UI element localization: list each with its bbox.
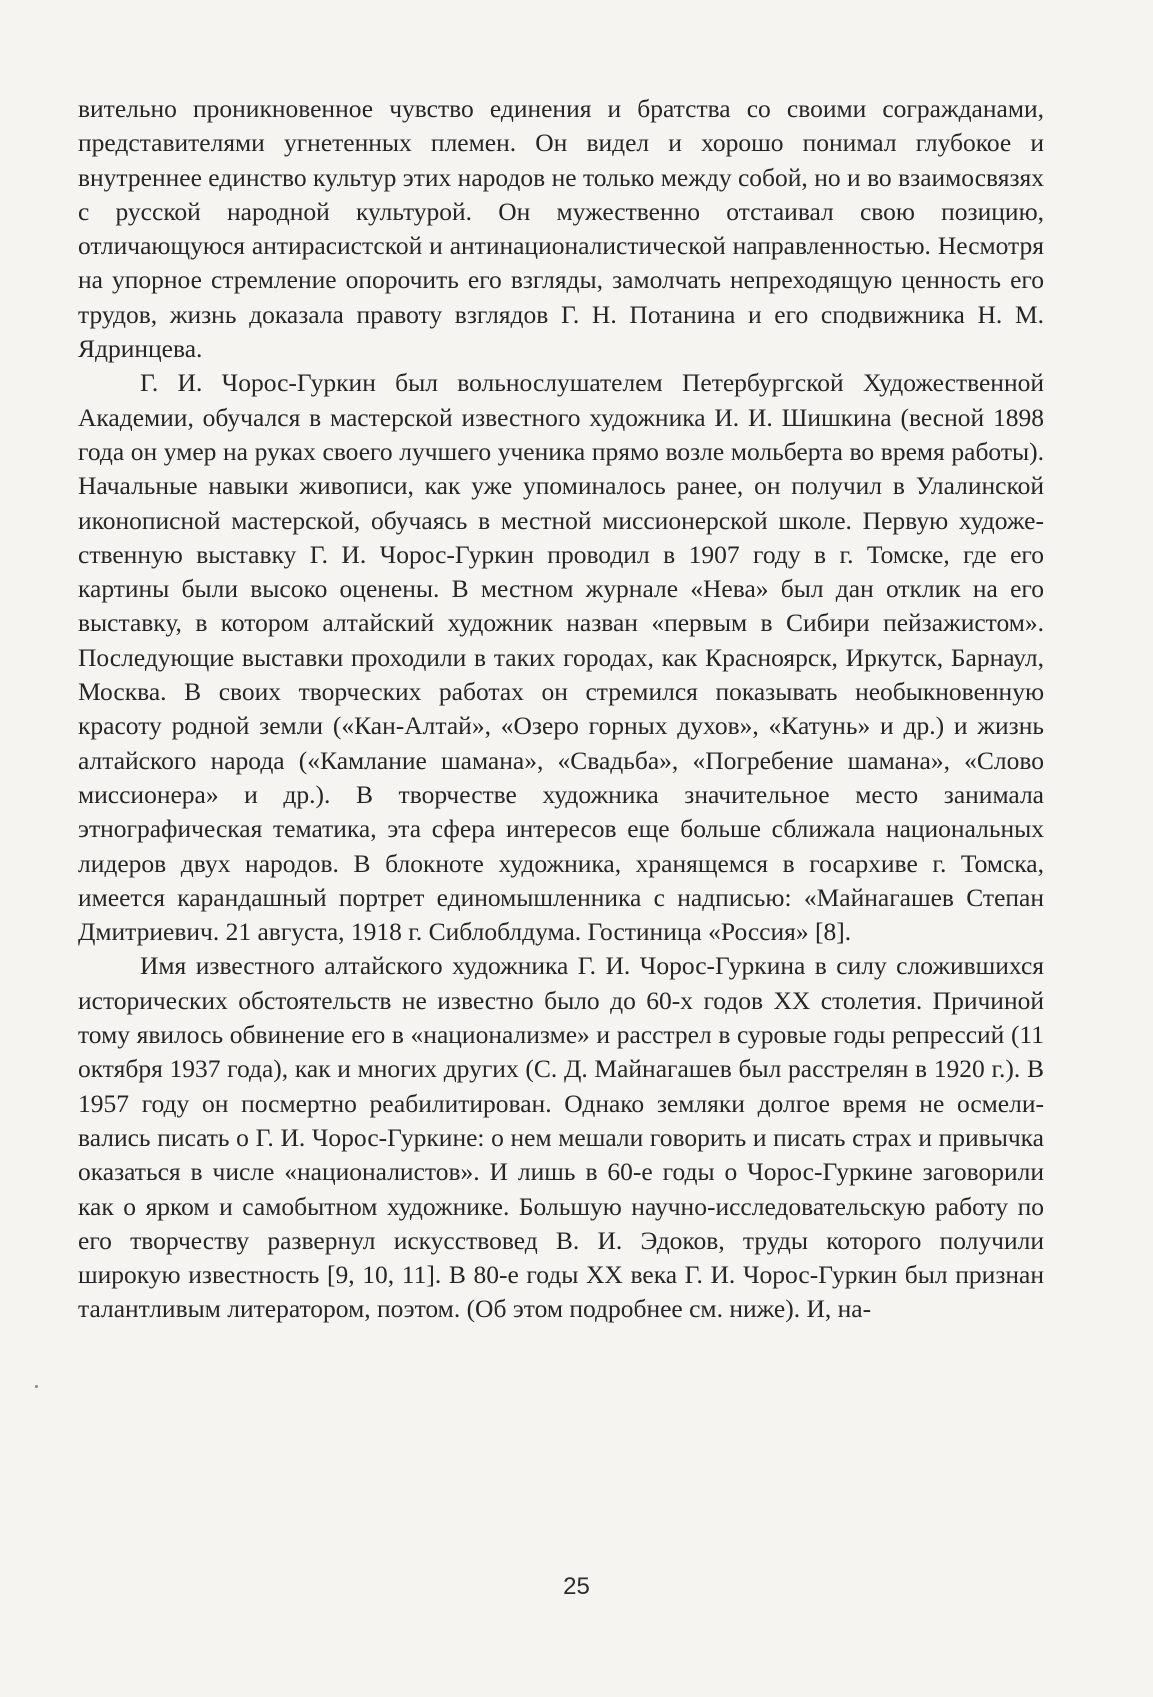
body-text — [78, 92, 1044, 1327]
scan-speck — [35, 1385, 38, 1388]
page-number: 25 — [563, 1573, 590, 1600]
paragraph-2: Г. И. Чорос-Гуркин был вольнослушателем Петербургской Художественной Академии, обучался в мастерской известного художника И. И. Шишкина (весной 1898 года он умер на руках своего лучшего ученика прямо возле мольберта во время работы). Начальные навыки живописи, как уже упоминалось ранее, он получил в Улалинской иконописной мастерской, обучаясь в местной миссионерской школе. Первую художественную выставку Г. И. Чорос-Гуркин проводил в 1907 году в г. Томске, где его картины были высоко оценены. В местном журнале «Нева» был дан отклик на его выставку, в котором алтайский художник назван «первым в Сибири пейзажистом». Последующие выставки проходили в таких городах, как Красноярск, Иркутск, Барнаул, Москва. В своих творческих работах он стремился показывать необыкновенную красоту родной земли («Кан-Алтай», «Озеро горных духов», «Катунь» и др.) и жизнь алтайского народа («Камлание шамана», «Свадьба», «Погребение шамана», «Слово миссионера» и др.). В творчестве художника значительное место занимала этнографическая тематика, эта сфера интересов еще больше сближала национальных лидеров двух народов. В блокноте художника, хранящемся в госархиве г. Томска, имеется карандашный портрет единомышленника с надписью: «Майнагашев Степан Дмитриевич. 21 августа, 1918 г. Сиблоблдума. Гостиница «Россия» [8]. — [78, 368, 1044, 947]
paragraph-1: вительно проникновенное чувство единения и братства со своими согражданами, представителями угнетенных племен. Он видел и хорошо понимал глубокое и внутреннее единство культур этих народов не только между собой, но и во взаимосвязях с русской народной культурой. Он мужественно отстаивал свою позицию, отличающуюся антирасистской и антинационалистической направленностью. Несмотря на упорное стремление опорочить его взгляды, замолчать непреходящую ценность его трудов, жизнь доказала правоту взглядов Г. Н. Потанина и его сподвижника Н. М. Ядринцева. — [78, 94, 1044, 364]
paragraph-3: Имя известного алтайского художника Г. И. Чорос-Гуркина в силу сложившихся исторических обстоятельств не известно было до 60-х годов XX столетия. Причиной тому явилось обвинение его в «национализме» и расстрел в суровые годы репрессий (11 октября 1937 года), как и многих других (С. Д. Майнагашев был расстрелян в 1920 г.). В 1957 году он посмертно реабилитирован. Однако земляки долгое время не осмеливались писать о Г. И. Чорос-Гуркине: о нем мешали говорить и писать страх и привычка оказаться в числе «националистов». И лишь в 60-е годы о Чорос-Гуркине заговорили как о ярком и самобытном художнике. Большую научно-исследовательскую работу по его творчеству развернул искусствовед В. И. Эдоков, труды которого получили широкую известность [9, 10, 11]. В 80-е годы XX века Г. И. Чорос-Гуркин был признан талантливым литератором, поэтом. (Об этом подробнее см. ниже). И, на- — [78, 951, 1044, 1324]
